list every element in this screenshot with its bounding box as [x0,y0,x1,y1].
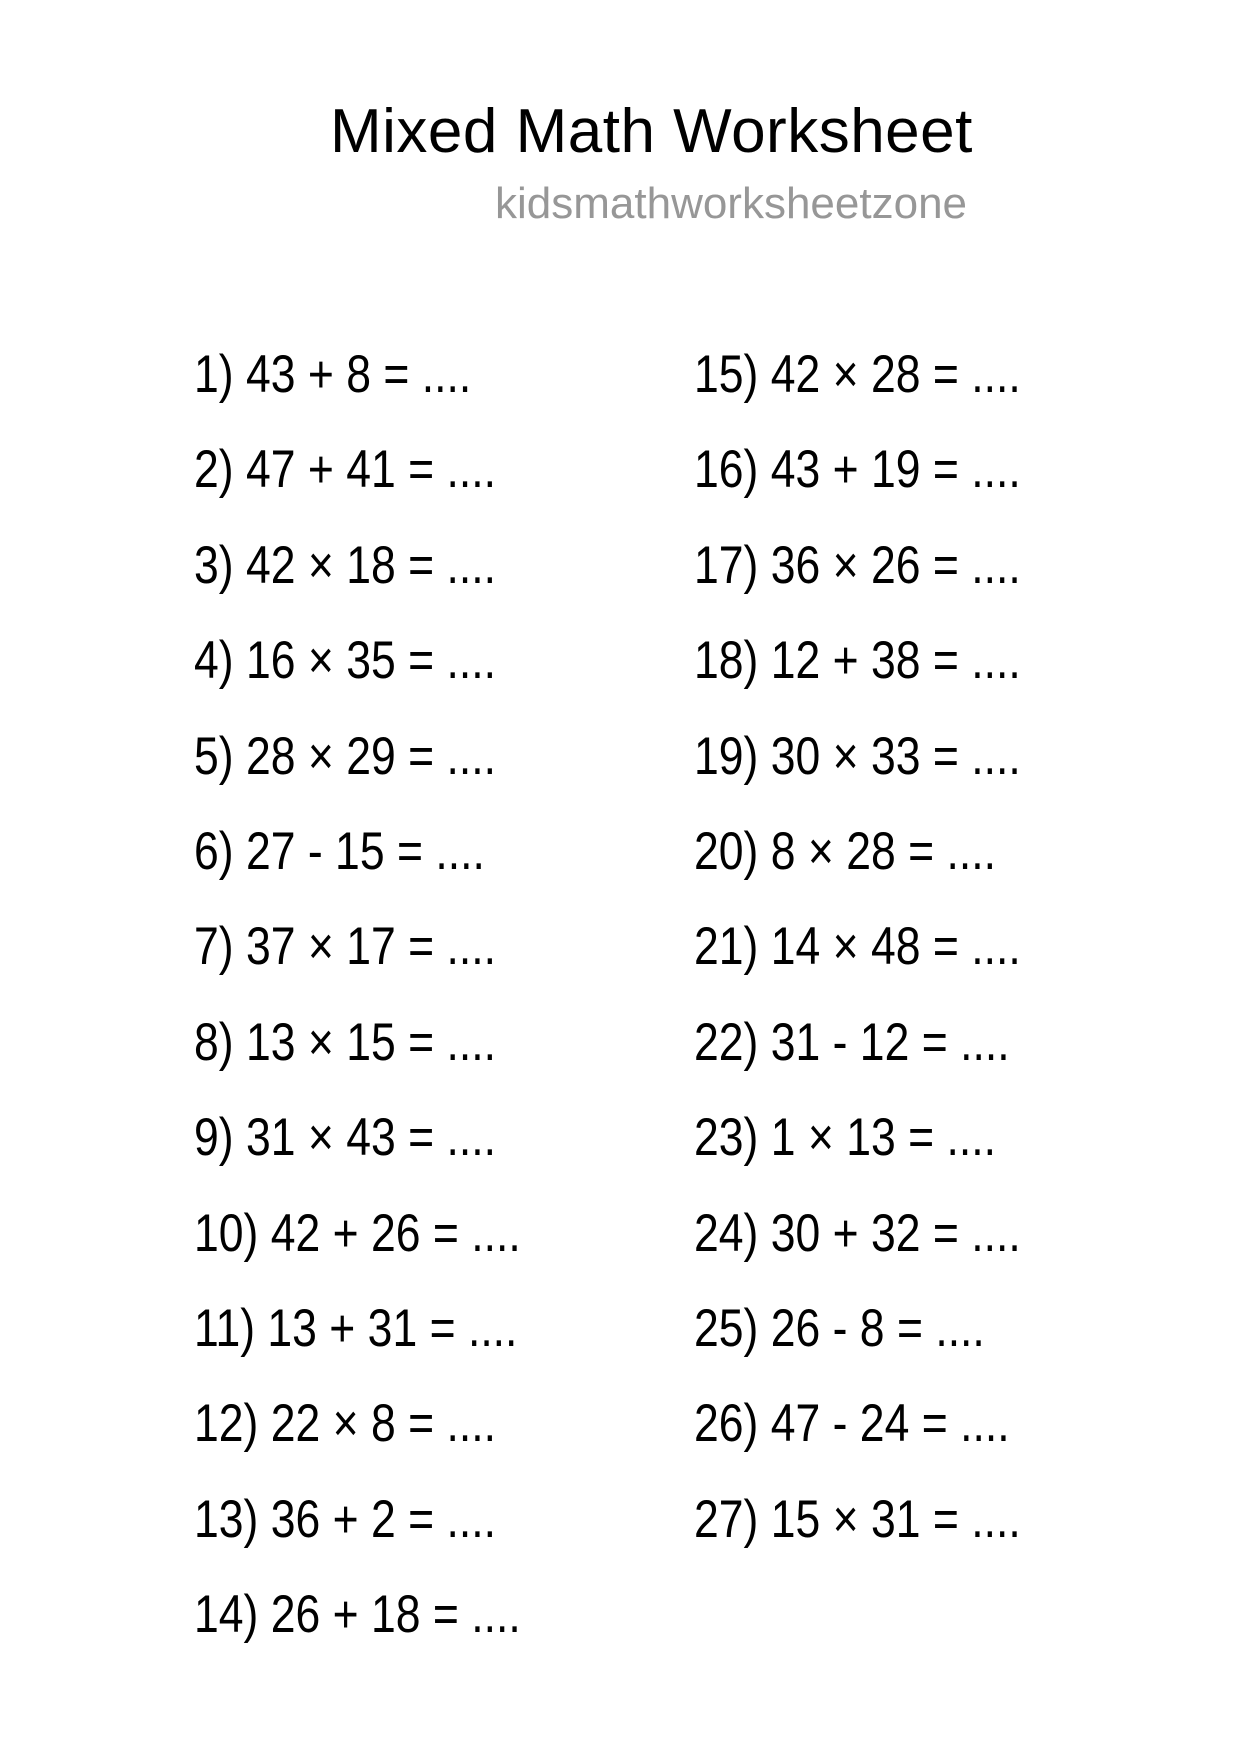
problem-row [194,1585,521,1644]
problem-row [194,1108,496,1167]
problem-number: 13) [194,1490,259,1549]
answer-blank: = .... [408,727,496,786]
problem-row [694,1394,1010,1453]
answer-blank: = .... [932,1204,1021,1263]
problem-number: 4) [194,631,234,690]
answer-blank: = .... [921,1394,1010,1453]
problem-number: 5) [194,727,234,786]
problem-expression: 42 + 26 [270,1204,421,1263]
problem-expression: 1 × 13 [770,1108,896,1167]
answer-blank: = .... [408,631,496,690]
problem-row [694,1204,1021,1263]
problem-row [194,440,496,499]
problem-number: 14) [194,1585,259,1644]
problem-number: 9) [194,1108,234,1167]
answer-blank: = .... [932,1490,1021,1549]
problem-expression: 12 + 38 [770,631,921,690]
problem-number: 15) [694,345,759,404]
answer-blank: = .... [932,727,1021,786]
problem-expression: 30 + 32 [770,1204,921,1263]
worksheet-subtitle: kidsmathworksheetzone [495,179,968,228]
answer-blank: = .... [932,440,1021,499]
problem-expression: 43 + 8 [245,345,372,404]
problem-number: 17) [694,536,759,595]
problem-expression: 31 - 12 [770,1013,910,1072]
answer-blank: = .... [408,1108,496,1167]
answer-blank: = .... [383,345,472,404]
problem-expression: 36 + 2 [270,1490,396,1549]
answer-blank: = .... [408,917,496,976]
problem-number: 1) [194,345,234,404]
problem-row [194,917,496,976]
problem-number: 25) [694,1299,759,1358]
answer-blank: = .... [932,631,1021,690]
problem-expression: 14 × 48 [770,917,921,976]
problem-number: 18) [694,631,759,690]
problem-expression: 22 × 8 [270,1394,396,1453]
problem-number: 7) [194,917,234,976]
problem-number: 19) [694,727,759,786]
answer-blank: = .... [932,536,1021,595]
problem-row [194,1299,518,1358]
problem-row [194,1013,496,1072]
answer-blank: = .... [932,345,1021,404]
problem-row [194,1204,521,1263]
problem-row [194,822,485,881]
problem-row [694,1108,996,1167]
answer-blank: = .... [396,822,485,881]
problem-number: 23) [694,1108,759,1167]
problem-expression: 16 × 35 [245,631,396,690]
problem-expression: 36 × 26 [770,536,921,595]
problem-number: 20) [694,822,759,881]
answer-blank: = .... [408,536,496,595]
problem-row [194,727,496,786]
answer-blank: = .... [408,1490,496,1549]
problem-number: 22) [694,1013,759,1072]
problem-expression: 47 - 24 [770,1394,910,1453]
problem-number: 16) [694,440,759,499]
problem-number: 12) [194,1394,259,1453]
problem-expression: 28 × 29 [245,727,396,786]
problem-row [194,631,496,690]
problem-expression: 13 + 31 [267,1299,418,1358]
answer-blank: = .... [408,1013,496,1072]
problem-row [694,631,1021,690]
answer-blank: = .... [932,917,1021,976]
problem-expression: 37 × 17 [245,917,396,976]
answer-blank: = .... [896,1299,985,1358]
answer-blank: = .... [429,1299,518,1358]
problem-row [194,536,496,595]
problem-row [694,345,1021,404]
problem-expression: 47 + 41 [245,440,396,499]
problem-number: 3) [194,536,234,595]
answer-blank: = .... [432,1585,521,1644]
problem-expression: 42 × 18 [245,536,396,595]
answer-blank: = .... [432,1204,521,1263]
problem-number: 10) [194,1204,259,1263]
answer-blank: = .... [408,440,496,499]
problem-row [694,536,1021,595]
problem-row [194,345,472,404]
problem-number: 11) [194,1299,256,1358]
problem-number: 24) [694,1204,759,1263]
problem-expression: 43 + 19 [770,440,921,499]
problem-expression: 8 × 28 [770,822,896,881]
answer-blank: = .... [921,1013,1010,1072]
problem-expression: 27 - 15 [245,822,385,881]
problem-row [694,822,996,881]
problem-number: 8) [194,1013,234,1072]
problem-row [694,1299,985,1358]
problem-expression: 15 × 31 [770,1490,921,1549]
problem-expression: 13 × 15 [245,1013,396,1072]
problem-row [694,440,1021,499]
problem-number: 21) [694,917,759,976]
answer-blank: = .... [408,1394,496,1453]
problem-row [194,1490,496,1549]
problem-expression: 42 × 28 [770,345,921,404]
answer-blank: = .... [908,1108,996,1167]
problem-number: 26) [694,1394,759,1453]
problem-expression: 26 - 8 [770,1299,885,1358]
problem-number: 27) [694,1490,759,1549]
problem-expression: 31 × 43 [245,1108,396,1167]
problem-row [694,1013,1010,1072]
problem-row [694,727,1021,786]
problem-expression: 30 × 33 [770,727,921,786]
worksheet-title: Mixed Math Worksheet [330,97,973,166]
problem-expression: 26 + 18 [270,1585,421,1644]
problem-row [694,917,1021,976]
answer-blank: = .... [908,822,996,881]
problem-number: 2) [194,440,234,499]
problem-row [194,1394,496,1453]
problem-number: 6) [194,822,234,881]
problem-row [694,1490,1021,1549]
